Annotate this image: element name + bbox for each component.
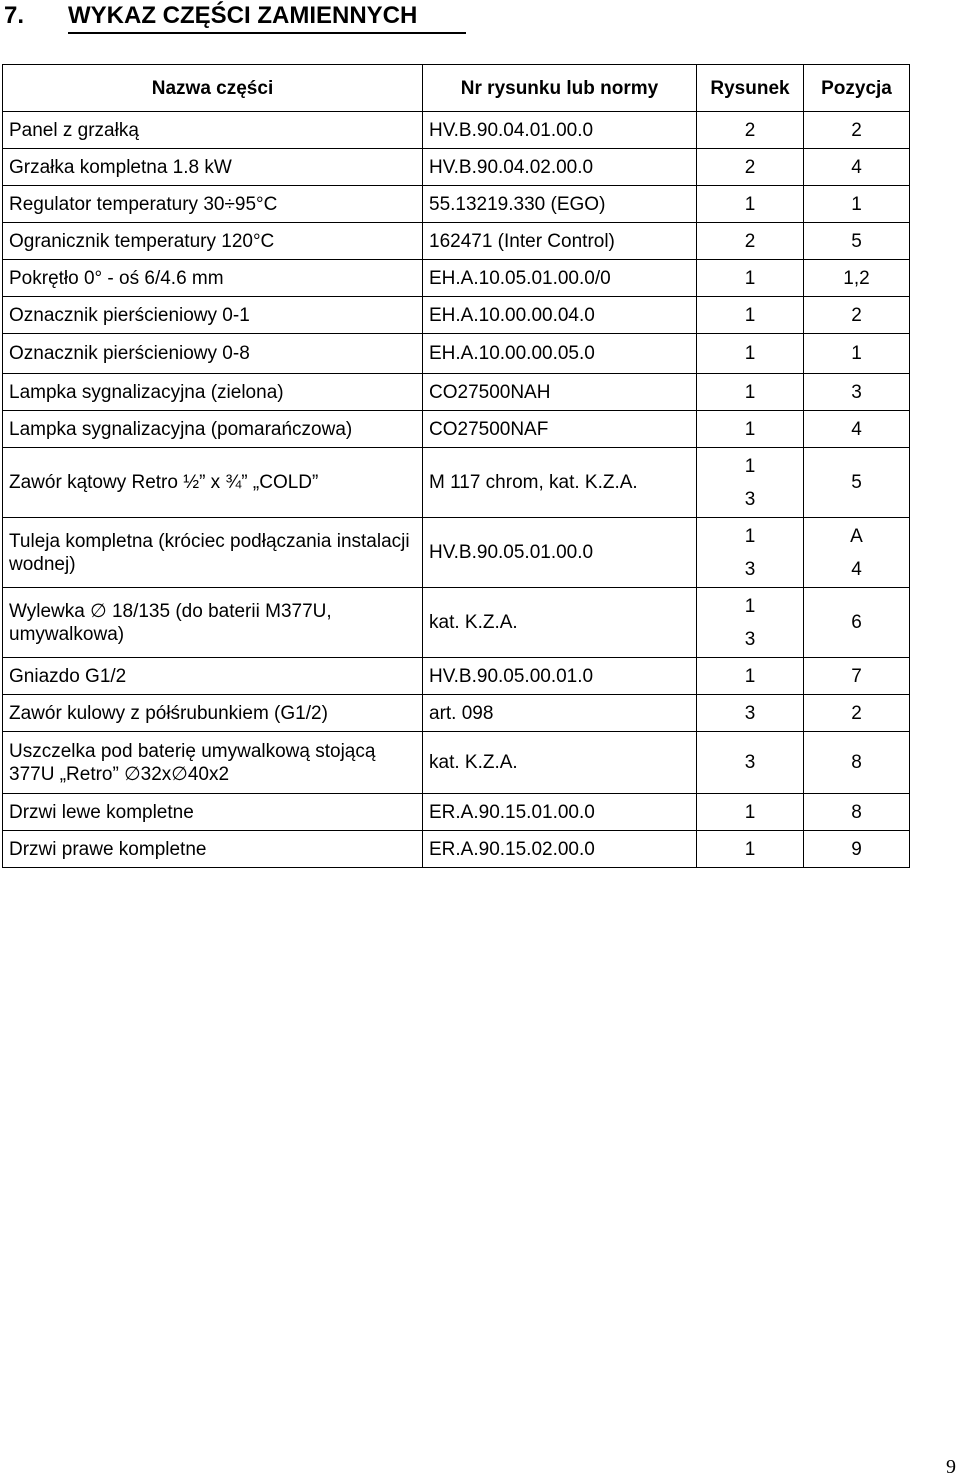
drawing-cell: 1 [697, 260, 804, 297]
table-row [3, 732, 910, 794]
drawing-number-cell: EH.A.10.05.01.00.0/0 [423, 260, 697, 297]
drawing-cell [697, 448, 804, 518]
table-row [3, 588, 910, 658]
spare-parts-table [2, 64, 910, 868]
position-cell: 1 [804, 186, 910, 223]
table-row [3, 518, 910, 588]
part-name-cell: Zawór kątowy Retro ½” x ¾” „COLD” [3, 448, 423, 518]
drawing-number-cell: HV.B.90.04.01.00.0 [423, 112, 697, 149]
drawing-cell: 2 [697, 149, 804, 186]
table-row [3, 448, 910, 518]
part-name-cell: Grzałka kompletna 1.8 kW [3, 149, 423, 186]
drawing-cell: 3 [697, 695, 804, 732]
table-row [3, 334, 910, 374]
drawing-number-cell: 55.13219.330 (EGO) [423, 186, 697, 223]
table-row [3, 112, 910, 149]
position-cell: 2 [804, 297, 910, 334]
table-row [3, 658, 910, 695]
drawing-cell: 2 [697, 112, 804, 149]
table-row [3, 297, 910, 334]
drawing-number-cell: HV.B.90.05.00.01.0 [423, 658, 697, 695]
drawing-cell: 1 [697, 794, 804, 831]
drawing-number-cell: HV.B.90.04.02.00.0 [423, 149, 697, 186]
table-row [3, 374, 910, 411]
drawing-cell [697, 588, 804, 658]
drawing-cell: 1 [697, 411, 804, 448]
page-number: 9 [946, 1456, 956, 1478]
part-name-cell: Regulator temperatury 30÷95°C [3, 186, 423, 223]
section-title: WYKAZ CZĘŚCI ZAMIENNYCH [68, 0, 466, 34]
drawing-number-cell: CO27500NAH [423, 374, 697, 411]
table-header-row [3, 65, 910, 112]
header-drawing-number: Nr rysunku lub normy [423, 65, 697, 112]
table-row [3, 260, 910, 297]
part-name-cell: Lampka sygnalizacyjna (pomarańczowa) [3, 411, 423, 448]
part-name-cell: Pokrętło 0° - oś 6/4.6 mm [3, 260, 423, 297]
drawing-number-cell: CO27500NAF [423, 411, 697, 448]
part-name-cell: Uszczelka pod baterię umywalkową stojącą 377U „Retro” ∅32x∅40x2 [3, 732, 423, 794]
table-row [3, 831, 910, 868]
cell-value: 1 [744, 595, 756, 617]
position-cell: 2 [804, 695, 910, 732]
drawing-number-cell: ER.A.90.15.02.00.0 [423, 831, 697, 868]
drawing-number-cell: EH.A.10.00.00.05.0 [423, 334, 697, 374]
cell-value: 4 [851, 558, 862, 580]
cell-value: 3 [744, 628, 756, 650]
part-name-cell: Wylewka ∅ 18/135 (do baterii M377U, umywalkowa) [3, 588, 423, 658]
position-cell: 9 [804, 831, 910, 868]
drawing-cell [697, 518, 804, 588]
part-name-cell: Panel z grzałką [3, 112, 423, 149]
position-cell: 2 [804, 112, 910, 149]
position-cell: 5 [804, 223, 910, 260]
drawing-number-cell: kat. K.Z.A. [423, 588, 697, 658]
position-cell: 8 [804, 732, 910, 794]
cell-value: 3 [744, 558, 756, 580]
part-name-cell: Drzwi prawe kompletne [3, 831, 423, 868]
cell-value: 1 [744, 455, 756, 477]
drawing-cell: 2 [697, 223, 804, 260]
cell-value: 3 [744, 488, 756, 510]
drawing-number-cell: EH.A.10.00.00.04.0 [423, 297, 697, 334]
part-name-cell: Tuleja kompletna (króciec podłączania instalacji wodnej) [3, 518, 423, 588]
position-cell: 6 [804, 588, 910, 658]
drawing-cell: 3 [697, 732, 804, 794]
drawing-cell: 1 [697, 658, 804, 695]
drawing-cell: 1 [697, 186, 804, 223]
table-row [3, 411, 910, 448]
part-name-cell: Lampka sygnalizacyjna (zielona) [3, 374, 423, 411]
position-cell: 4 [804, 149, 910, 186]
cell-value: 1 [744, 525, 756, 547]
table-row [3, 186, 910, 223]
header-drawing: Rysunek [697, 65, 804, 112]
part-name-cell: Ogranicznik temperatury 120°C [3, 223, 423, 260]
position-cell: 1,2 [804, 260, 910, 297]
drawing-number-cell: kat. K.Z.A. [423, 732, 697, 794]
header-part-name: Nazwa części [3, 65, 423, 112]
position-cell: 4 [804, 411, 910, 448]
drawing-number-cell: ER.A.90.15.01.00.0 [423, 794, 697, 831]
table-body [3, 112, 910, 868]
position-cell: 3 [804, 374, 910, 411]
drawing-number-cell: 162471 (Inter Control) [423, 223, 697, 260]
position-cell: 7 [804, 658, 910, 695]
drawing-cell: 1 [697, 831, 804, 868]
drawing-number-cell: HV.B.90.05.01.00.0 [423, 518, 697, 588]
position-cell: 5 [804, 448, 910, 518]
header-position: Pozycja [804, 65, 910, 112]
part-name-cell: Drzwi lewe kompletne [3, 794, 423, 831]
table-row [3, 695, 910, 732]
part-name-cell: Zawór kulowy z półśrubunkiem (G1/2) [3, 695, 423, 732]
part-name-cell: Oznacznik pierścieniowy 0-1 [3, 297, 423, 334]
part-name-cell: Oznacznik pierścieniowy 0-8 [3, 334, 423, 374]
position-cell [804, 518, 910, 588]
position-cell: 8 [804, 794, 910, 831]
cell-value: A [850, 525, 863, 547]
table-row [3, 223, 910, 260]
drawing-cell: 1 [697, 374, 804, 411]
position-cell: 1 [804, 334, 910, 374]
table-row [3, 149, 910, 186]
drawing-cell: 1 [697, 297, 804, 334]
drawing-number-cell: art. 098 [423, 695, 697, 732]
part-name-cell: Gniazdo G1/2 [3, 658, 423, 695]
section-number: 7. [4, 2, 25, 29]
drawing-number-cell: M 117 chrom, kat. K.Z.A. [423, 448, 697, 518]
drawing-cell: 1 [697, 334, 804, 374]
table-row [3, 794, 910, 831]
